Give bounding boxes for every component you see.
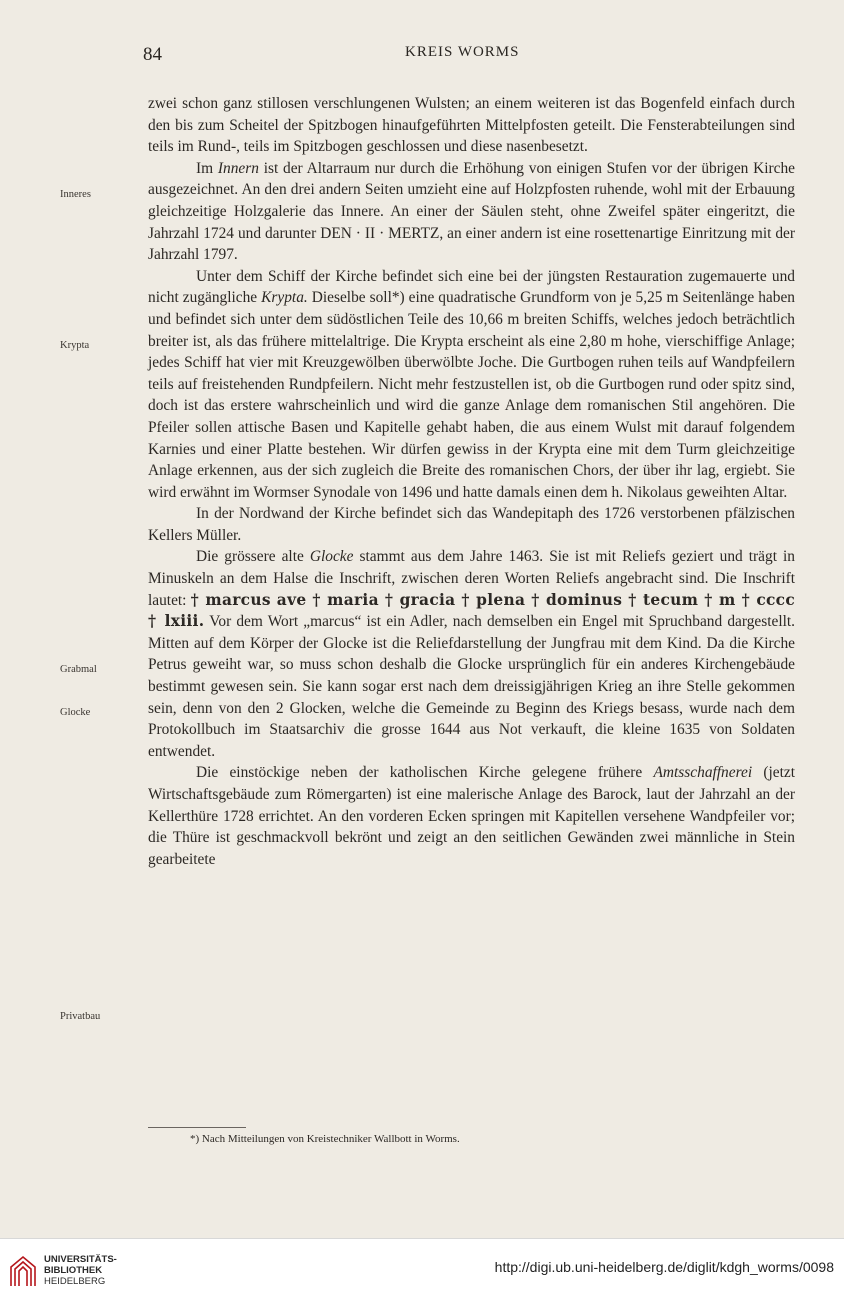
paragraph-text: (jetzt Wirtschaftsgebäude zum Römergarten) ist eine malerische Anlage des Barock, laut der Jahrzahl an der Kellerthüre 1728 errichtet. An den vorderen Ecken springen mit Kapitellen versehene Wandpfeiler vor; die Thüre ist geschmackvoll bekrönt und zeigt an den seitlichen Gewänden zwei männliche in Stein gearbeitete xyxy=(148,764,795,868)
bell-inscription: † marcus ave † maria † gracia † plena † dominus † tecum † m † cccc † lxiii. xyxy=(148,590,795,631)
paragraph-text: In der Nordwand der Kirche befindet sich das Wandepitaph des 1726 verstorbenen pfälzischen Kellers Müller. xyxy=(148,505,795,544)
paragraph-text: stammt aus dem Jahre 1463. Sie ist mit Reliefs geziert und trägt in Minuskeln an dem Halse die Inschrift, zwischen deren Worten Reliefs angebracht sind. Die Inschrift lautet: xyxy=(148,548,795,609)
footnote-rule xyxy=(148,1127,246,1128)
library-logo-icon[interactable] xyxy=(8,1253,38,1287)
body-text xyxy=(148,93,795,870)
emphasis-krypta: Krypta. xyxy=(261,289,308,307)
permalink-url[interactable]: http://digi.ub.uni-heidelberg.de/diglit/kdgh_worms/0098 xyxy=(494,1259,834,1275)
margin-note-grabmal: Grabmal xyxy=(60,664,97,675)
margin-note-krypta: Krypta xyxy=(60,340,90,351)
paragraph-lead: Unter dem Schiff der Kirche befindet sich eine bei der jüngsten Restauration zugemauerte und nicht zugängliche xyxy=(148,267,795,307)
margin-note-glocke: Glocke xyxy=(60,707,91,718)
emphasis-innern: Innern xyxy=(217,159,259,177)
running-title: KREIS WORMS xyxy=(405,44,520,60)
paragraph-text: Dieselbe soll*) eine quadratische Grundform von je 5,25 m Seitenlänge haben und befindet sich unter dem südöstlichen Teile des 10,66 m breiten Schiffs, welches jedoch beträchtlich breiter ist, als das frühere mittelaltrige. Die Krypta erscheint als eine 2,80 m hohe, vierschiffige Anlage; jedes Schiff hat vier mit Kreuzgewölben überwölbte Joche. Die Gurtbogen ruhen teils auf Wandpfeilern teils auf freistehenden Rundpfeilern. Nicht mehr festzustellen ist, ob die Gurtbogen rund oder spitz sind, doch ist das erstere wahrscheinlich und wird die ganze Anlage dem romanischen Stil angehören. Die Pfeiler sollen attische Basen und Kapitelle gehabt haben, die aus einem Wulst mit darauf folgendem Karnies und einer Platte bestehen. Wir dürfen gewiss in der Krypta eine mit dem Turm gleichzeitige Anlage erkennen, aus der sich zugleich die Breite des romanischen Chors, der über ihr lag, ergiebt. Sie wird erwähnt im Wormser Synodale von 1496 und hatte damals einen dem h. Nikolaus geweihten Altar. xyxy=(148,289,795,501)
paragraph-grabmal xyxy=(148,503,795,546)
paragraph-lead: Im xyxy=(196,159,218,177)
page-number: 84 xyxy=(143,44,162,65)
library-logo-text[interactable] xyxy=(44,1254,117,1287)
paragraph-text: zwei schon ganz stillosen verschlungenen Wulsten; an einem weiteren ist das Bogenfeld einfach durch den bis zum Scheitel der Spitzbogen hinaufgeführten Mittelpfosten geteilt. Die Fensterabteilungen sind teils im Rund-, teils im Spitzbogen geschlossen und diese nasenbesetzt. xyxy=(148,95,795,156)
paragraph-lead: Die grössere alte xyxy=(196,548,310,566)
margin-note-inneres: Inneres xyxy=(60,189,91,200)
emphasis-glocke: Glocke xyxy=(309,548,354,566)
paragraph-krypta xyxy=(148,266,795,504)
footnote: *) Nach Mitteilungen von Kreistechniker Wallbott in Worms. xyxy=(190,1133,460,1145)
emphasis-amtsschaffnerei: Amtsschaffnerei xyxy=(653,764,753,782)
logo-line-1: UNIVERSITÄTS- xyxy=(44,1254,117,1265)
footer-bar xyxy=(0,1238,844,1298)
paragraph-glocke xyxy=(148,546,795,762)
paragraph-text: ist der Altarraum nur durch die Erhöhung von einigen Stufen vor der übrigen Kirche ausgezeichnet. An den drei andern Seiten umzieht eine auf Holzpfosten ruhende, wohl mit der Erbauung gleichzeitige Holzgalerie das Innere. An einer der Säulen steht, ohne Zweifel später eingeritzt, die Jahrzahl 1724 und darunter DEN · II · MERTZ, an einer andern ist eine rosettenartige Einritzung mit der Jahrzahl 1797. xyxy=(148,159,795,264)
margin-note-privatbau: Privatbau xyxy=(60,1011,101,1022)
logo-line-2: BIBLIOTHEK xyxy=(44,1265,103,1276)
paragraph-tail: Vor dem Wort „marcus“ ist ein Adler, nach demselben ein Engel mit Spruchband dargestellt. Mitten auf dem Körper der Glocke ist die Reliefdarstellung der Jungfrau mit dem Kind. Da die Kirche Petrus geweiht war, so muss schon deshalb die Glocke ursprünglich für ein anderes Kirchengebäude bestimmt gewesen sein. Sie kann sogar erst nach dem dreissigjährigen Krieg an ihre Stelle gekommen sein, denn von den 2 Glocken, welche die Gemeinde zu Beginn des Kriegs besass, wurde nach dem Protokollbuch im Staatsarchiv die grosse 1644 aus Not verkauft, die kleine 1635 von Soldaten entwendet. xyxy=(148,613,795,760)
paragraph-lead: Die einstöckige neben der katholischen Kirche gelegene frühere xyxy=(196,764,654,782)
paragraph-inneres xyxy=(148,158,795,266)
paragraph-fenster xyxy=(148,93,795,158)
logo-line-3: HEIDELBERG xyxy=(44,1276,106,1287)
paragraph-privatbau xyxy=(148,762,795,870)
